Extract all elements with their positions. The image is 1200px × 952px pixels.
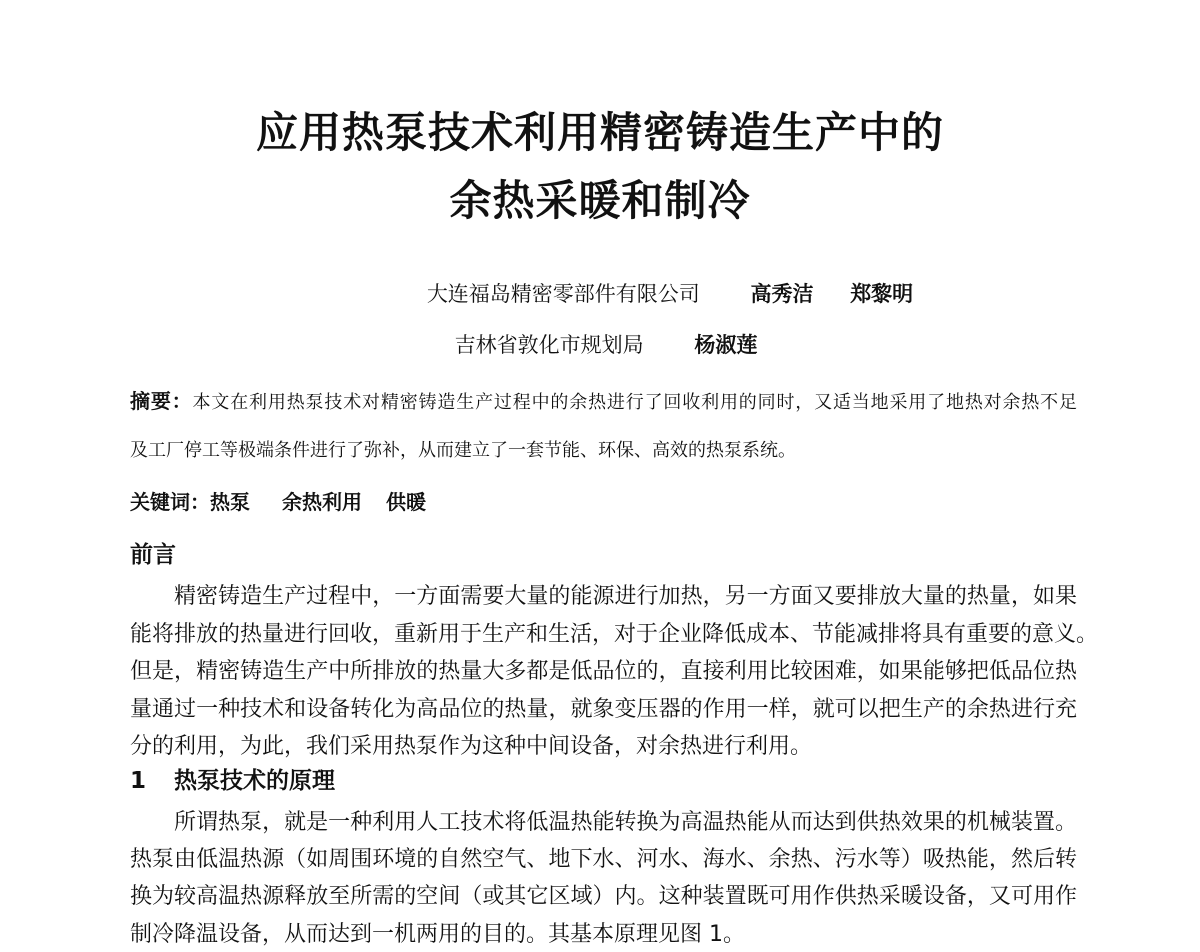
paragraph-line: 精密铸造生产过程中，一方面需要大量的能源进行加热，另一方面又要排放大量的热量，如果: [174, 584, 1077, 609]
affiliation-1: [70, 278, 1200, 308]
paragraph-line: 所谓热泵，就是一种利用人工技术将低温热能转换为高温热能从而达到供热效果的机械装置。: [174, 810, 1077, 835]
paper-title-line2: 余热采暖和制冷: [449, 176, 751, 225]
affiliation-2: [6, 329, 1200, 359]
organization: 吉林省敦化市规划局: [454, 333, 644, 357]
keyword: 余热利用: [282, 490, 362, 514]
paragraph-line: 制冷降温设备，从而达到一机两用的目的。其基本原理见图 1。: [130, 922, 745, 947]
organization: 大连福岛精密零部件有限公司: [426, 282, 700, 306]
keywords: [130, 486, 426, 515]
paragraph-line: 热泵由低温热源（如周围环境的自然空气、地下水、河水、海水、余热、污水等）吸热能，然后转: [130, 847, 1077, 872]
section-heading-1: [130, 762, 335, 795]
abstract-line-1: [130, 385, 1077, 414]
section-number: 1: [130, 768, 147, 794]
section-title: 热泵技术的原理: [174, 768, 336, 794]
paragraph-line: 能将排放的热量进行回收，重新用于生产和生活，对于企业降低成本、节能减排将具有重要的意义。: [130, 622, 1099, 647]
abstract-line-2: 及工厂停工等极端条件进行了弥补，从而建立了一套节能、环保、高效的热泵系统。: [130, 440, 796, 461]
author: 杨淑莲: [694, 333, 758, 357]
section-heading-intro: 前言: [130, 542, 176, 568]
keyword: 供暖: [386, 490, 426, 514]
paragraph-line: 但是，精密铸造生产中所排放的热量大多都是低品位的，直接利用比较困难，如果能够把低品位热: [130, 659, 1077, 684]
author: 高秀洁: [750, 282, 814, 306]
keyword: 热泵: [210, 490, 250, 514]
author: 郑黎明: [850, 282, 914, 306]
abstract-label: 摘要：: [130, 389, 193, 413]
abstract-text: 本文在利用热泵技术对精密铸造生产过程中的余热进行了回收利用的同时，又适当地采用了地热对余热不足: [192, 392, 1078, 413]
paper-title-line1: 应用热泵技术利用精密铸造生产中的: [255, 108, 944, 157]
keywords-label: 关键词：: [130, 490, 210, 514]
paragraph-line: 换为较高温热源释放至所需的空间（或其它区域）内。这种装置既可用作供热采暖设备，又可用作: [130, 884, 1077, 909]
paragraph-line: 量通过一种技术和设备转化为高品位的热量，就象变压器的作用一样，就可以把生产的余热进行充: [130, 697, 1077, 722]
paragraph-line: 分的利用，为此，我们采用热泵作为这种中间设备，对余热进行利用。: [130, 734, 813, 759]
